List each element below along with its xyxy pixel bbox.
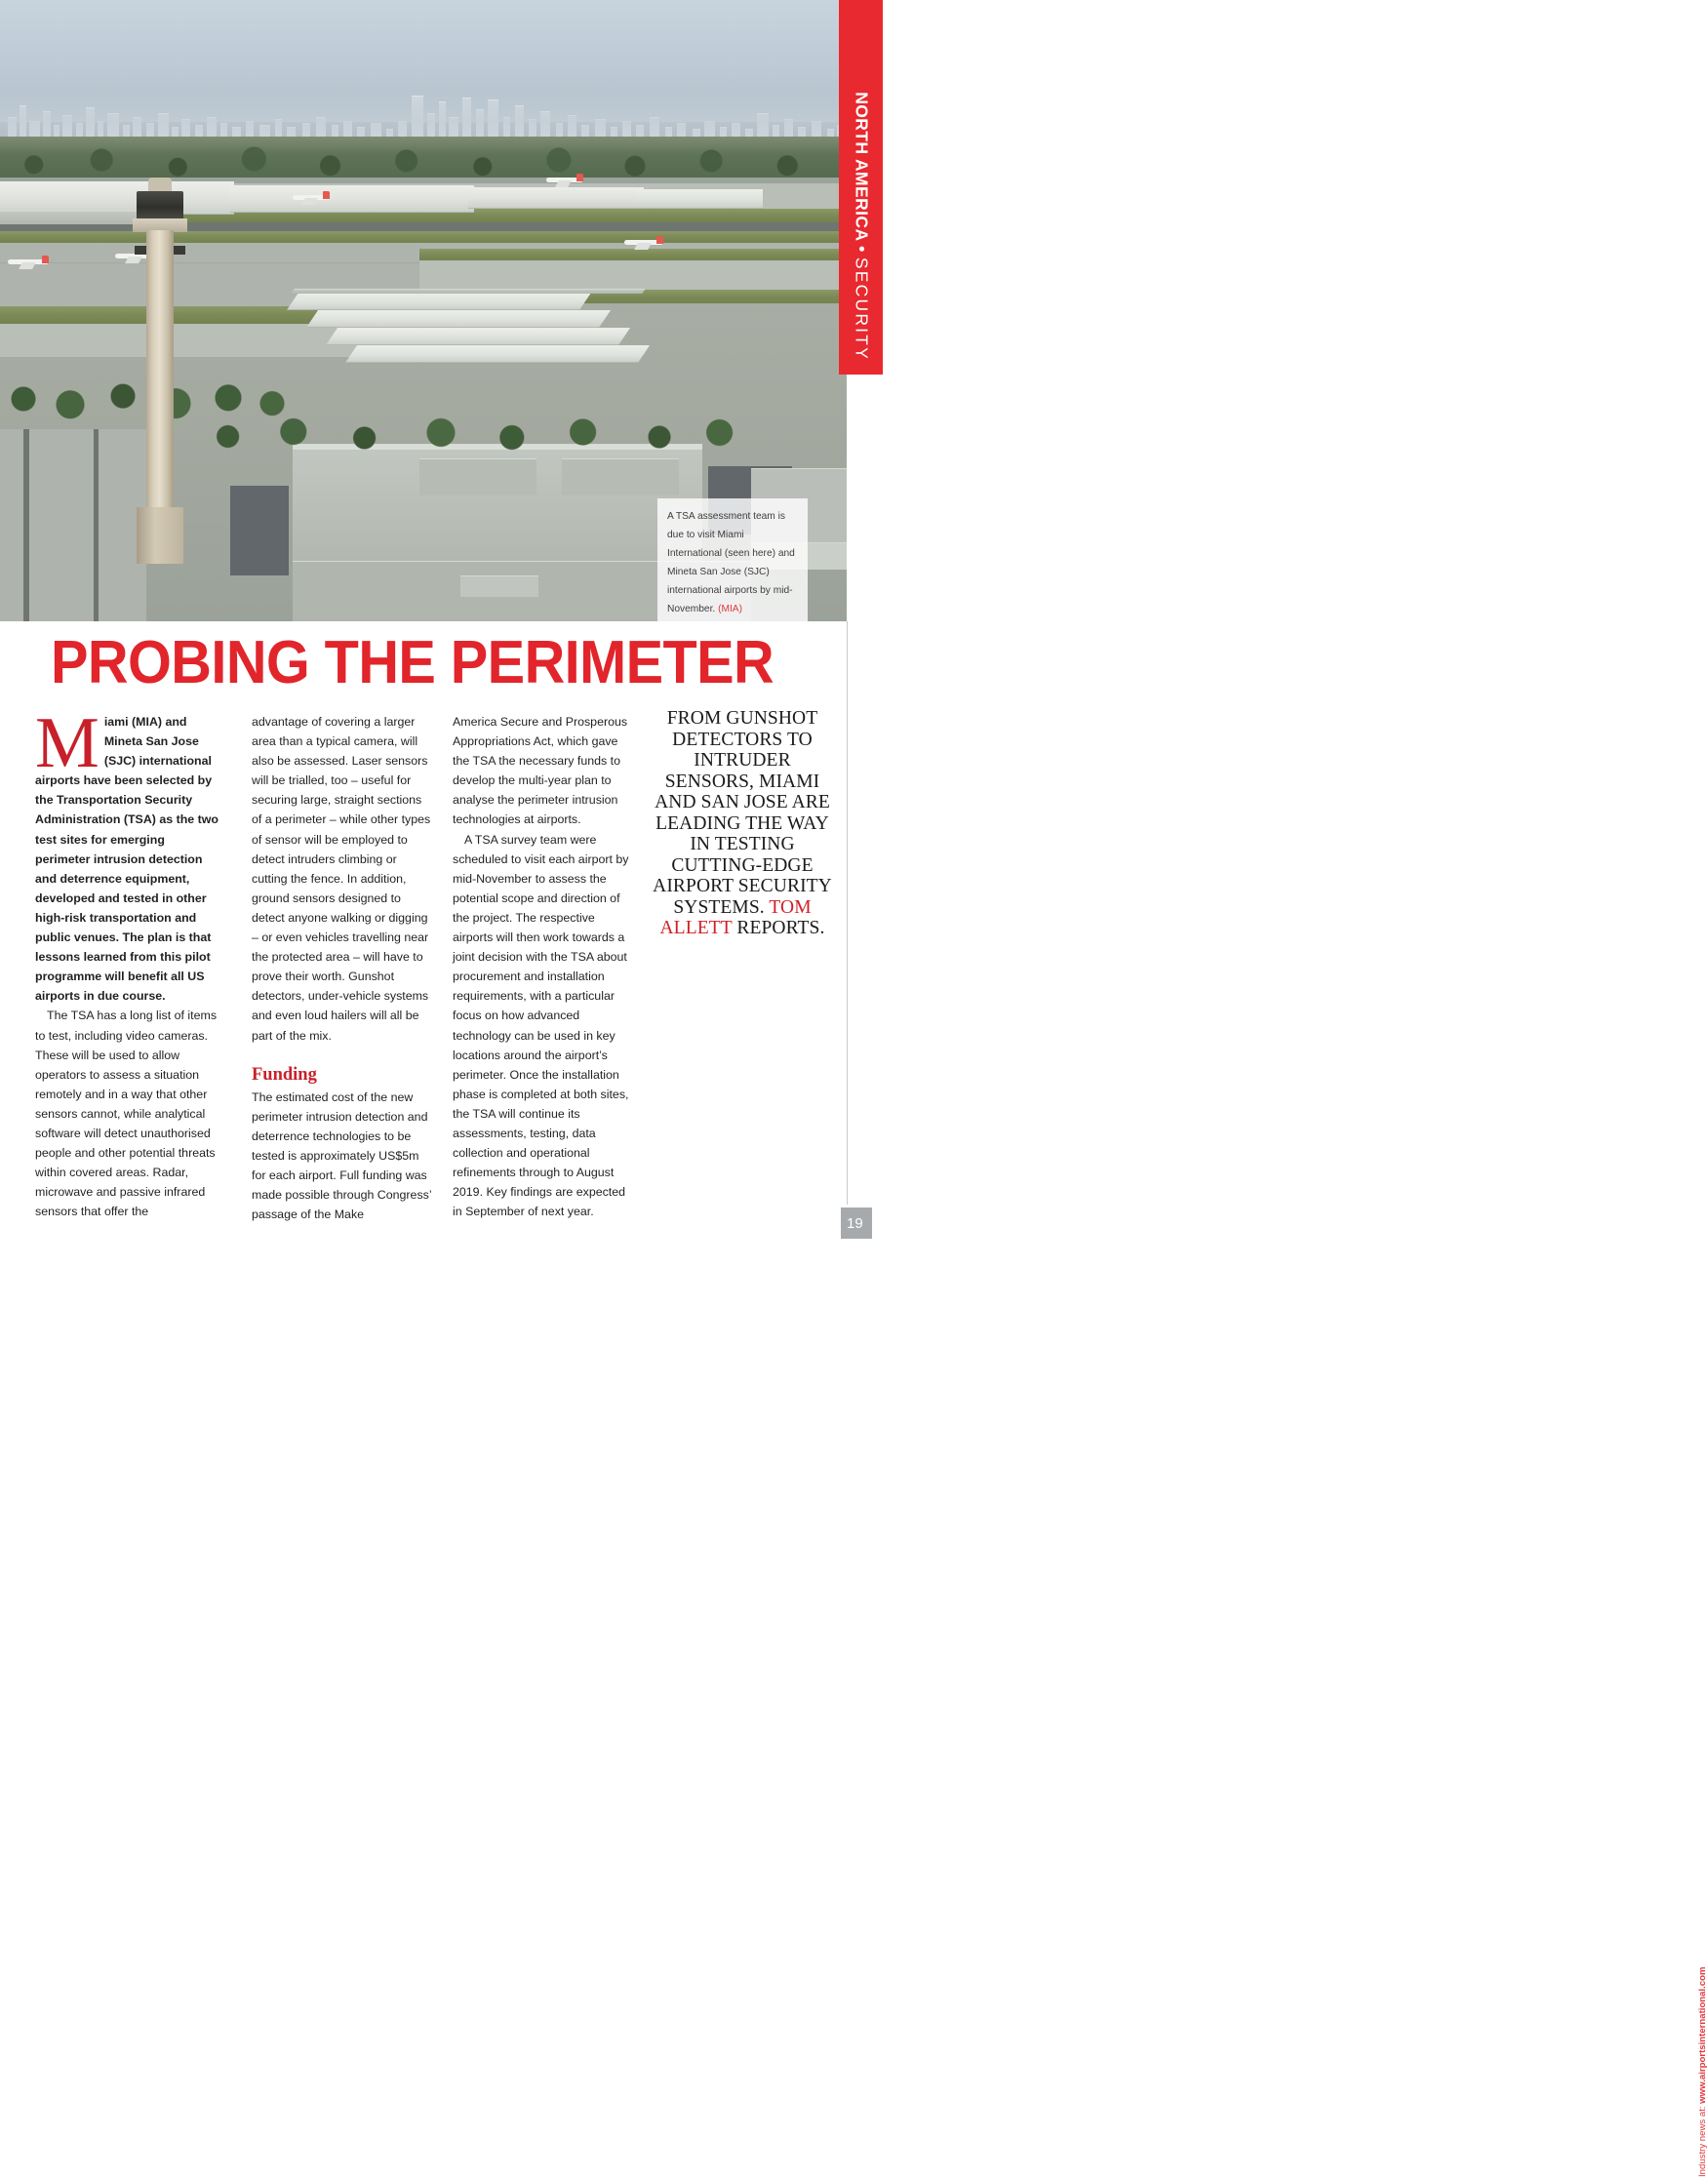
photo-caption-text xyxy=(667,507,798,619)
control-tower-cab xyxy=(137,191,183,220)
section-tab-region: NORTH AMERICA xyxy=(852,92,871,241)
control-tower-shaft xyxy=(146,230,174,523)
industry-news-label: Industry news at: xyxy=(1697,2103,1708,2177)
section-tab xyxy=(839,0,883,375)
col1-paragraph-2: The TSA has a long list of items to test, including video cameras. These will be used to allow operators to assess a situation remotely and in a way that other sensors cannot, while analytical software will detect unauthorised people and other potential threats within covered areas. Radar, microwave and passive infrared sensors that offer the xyxy=(35,1009,218,1219)
col2-paragraph-2: The estimated cost of the new perimeter intrusion detection and deterrence technologies to be tested is approximately US$5m for each airport. Full funding was made possible through Congress’ passage of the Make xyxy=(252,1089,432,1222)
aircraft-icon xyxy=(293,191,330,204)
body-column-3 xyxy=(453,712,636,1221)
aircraft-icon xyxy=(624,236,663,249)
industry-news-url[interactable]: www.airportsinternational.com xyxy=(1697,1966,1708,2104)
body-column-2 xyxy=(252,712,435,1224)
section-tab-topic: SECURITY xyxy=(852,257,871,361)
lead-paragraph-text: iami (MIA) and Mineta San Jose (SJC) international airports have been selected by the Transportation Security Administration (TSA) as the two test sites for emerging perimeter intrusion detection and deterrence equipment, developed and tested in other high-risk transportation and public venues. The plan is that lessons learned from this pilot programme will benefit all US airports in due course. xyxy=(35,715,218,1004)
section-tab-separator: • xyxy=(852,240,871,257)
col3-paragraph-2: A TSA survey team were scheduled to visit each airport by mid-November to assess the potential scope and direction of the project. The respective airports will then work towards a joint decision with the TSA about procurement and installation requirements, with a particular focus on how advanced technology can be used in key locations around the airport’s perimeter. Once the installation phase is completed at both sites, the TSA will continue its assessments, testing, data collection and operational refinements through to August 2019. Key findings are expected in September of next year. xyxy=(453,832,629,1219)
industry-news-line[interactable] xyxy=(1697,1953,1708,2177)
right-margin-rule xyxy=(847,621,848,1205)
col2-paragraph-1: advantage of covering a larger area than a typical camera, will also be assessed. Laser sensors will be trialled, too – useful for securing large, straight sections of a perimeter – while other types of sensor will be employed to detect intruders climbing or cutting the fence. In addition, ground sensors designed to detect anyone walking or digging – or even vehicles travelling near the protected area – will have to prove their worth. Gunshot detectors, under-vehicle systems and even loud hailers will all be part of the mix. xyxy=(252,715,431,1043)
photo-haze xyxy=(0,93,847,141)
page-title: PROBING THE PERIMETER xyxy=(51,629,775,696)
photo-caption-body: A TSA assessment team is due to visit Miami International (seen here) and Mineta San Jose (SJC) international airports by mid-November. xyxy=(667,511,795,615)
photo-caption-credit: (MIA) xyxy=(718,604,742,615)
pull-quote xyxy=(652,708,833,939)
pull-quote-byline-suffix: REPORTS. xyxy=(732,918,825,938)
drop-cap: M xyxy=(35,703,99,783)
photo-treeline xyxy=(0,137,847,183)
photo-caption xyxy=(657,498,808,621)
aircraft-icon xyxy=(546,174,583,186)
col3-paragraph-1: America Secure and Prosperous Appropriations Act, which gave the TSA the necessary funds to develop the multi-year plan to analyse the perimeter intrusion technologies at airports. xyxy=(453,715,628,827)
hero-photo xyxy=(0,0,847,621)
subhead-funding: Funding xyxy=(252,1064,317,1085)
pull-quote-text: FROM GUNSHOT DETECTORS TO INTRUDER SENSORS, MIAMI AND SAN JOSE ARE LEADING THE WAY IN TESTING CUTTING-EDGE AIRPORT SECURITY SYSTEMS. xyxy=(653,708,832,918)
page-number: 19 xyxy=(841,1207,872,1239)
section-tab-label xyxy=(851,0,871,375)
lead-paragraph xyxy=(35,703,218,1006)
pull-quote-byline: TOM ALLETT xyxy=(659,896,812,938)
aircraft-icon xyxy=(8,256,49,268)
control-tower-base xyxy=(137,507,183,564)
body-column-1 xyxy=(35,703,218,1221)
